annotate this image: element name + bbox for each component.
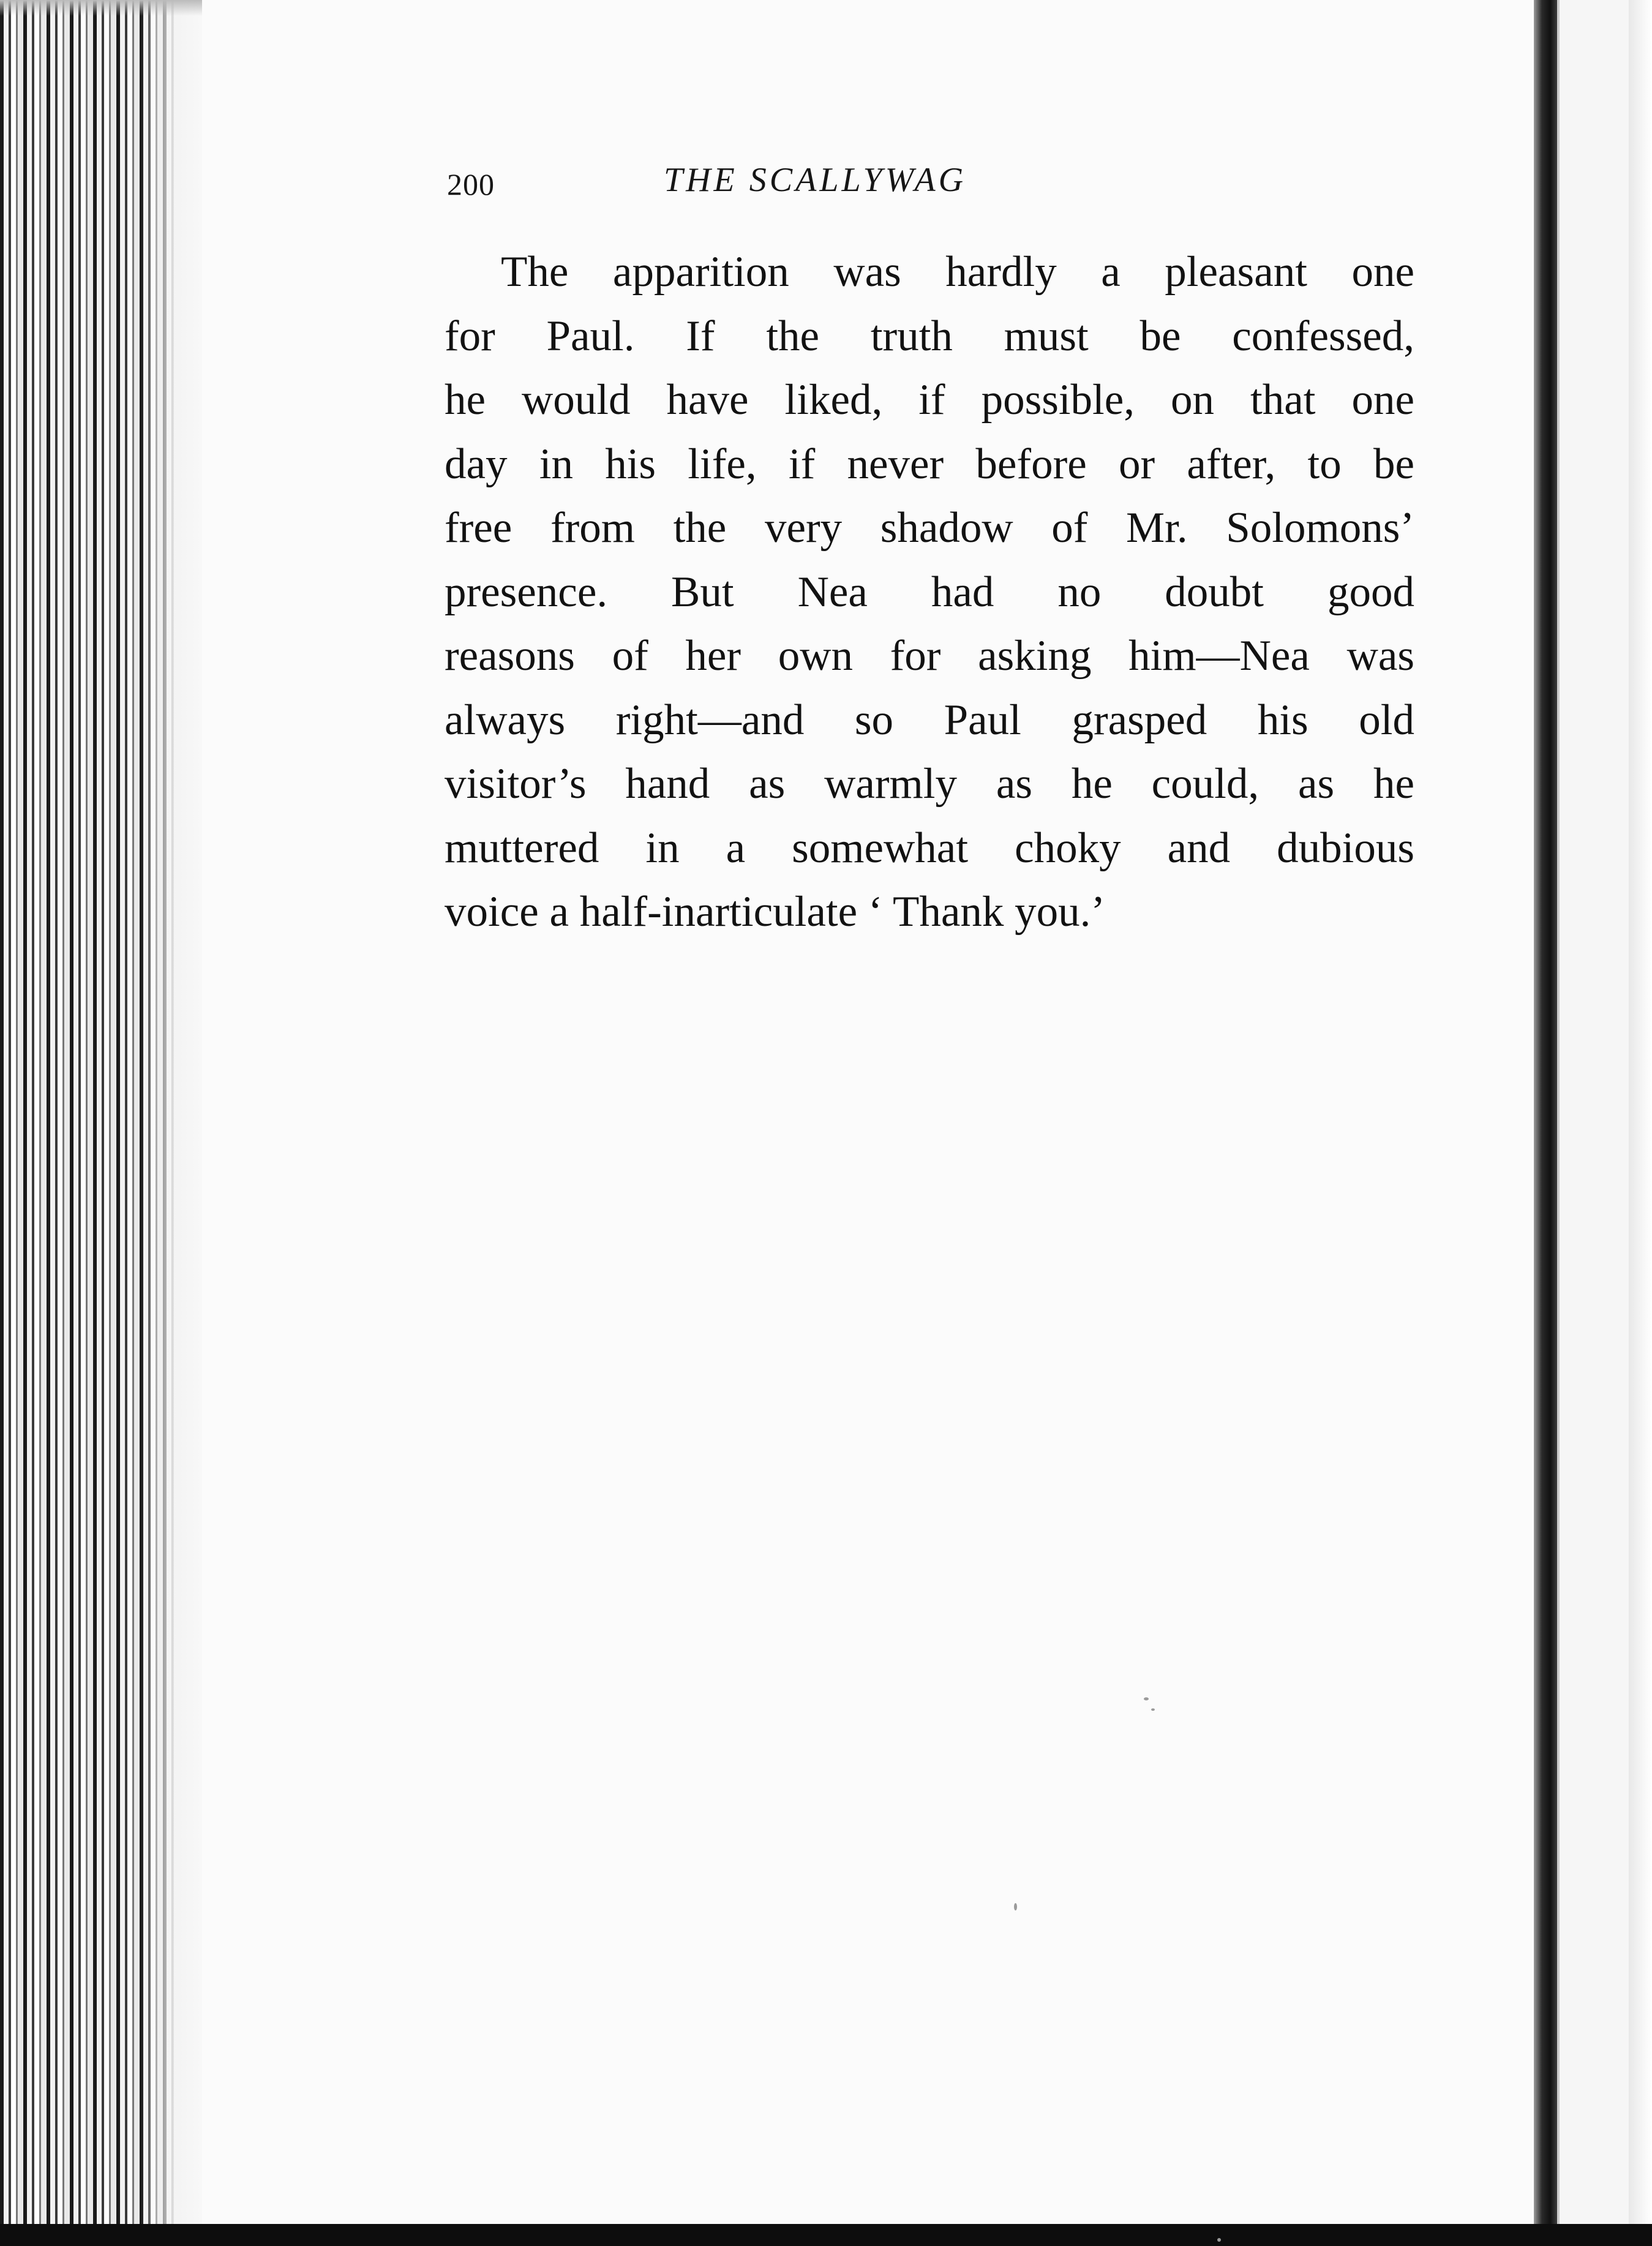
page-edges-fade bbox=[141, 0, 202, 2246]
scan-speck bbox=[1217, 2238, 1221, 2242]
text-line: reasons of her own for asking him—Nea was bbox=[445, 632, 1414, 680]
facing-page-edge bbox=[1629, 0, 1652, 2246]
text-line: The apparition was hardly a pleasant one bbox=[501, 248, 1414, 296]
body-text bbox=[445, 240, 1414, 944]
text-line: for Paul. If the truth must be confessed, bbox=[445, 312, 1414, 360]
page-number: 200 bbox=[447, 167, 495, 201]
text-line: presence. But Nea had no doubt good bbox=[445, 568, 1414, 616]
text-line: free from the very shadow of Mr. Solomons’ bbox=[445, 504, 1414, 552]
running-title: THE SCALLYWAG bbox=[663, 161, 967, 199]
scan-speck bbox=[1144, 1697, 1149, 1700]
scan-speck bbox=[1151, 1708, 1155, 1711]
text-line: voice a half-inarticulate ‘ Thank you.’ bbox=[445, 888, 1106, 936]
text-line: muttered in a somewhat choky and dubious bbox=[445, 824, 1414, 872]
scan-speck bbox=[1014, 1903, 1017, 1910]
text-line: always right—and so Paul grasped his old bbox=[445, 696, 1414, 744]
top-shadow bbox=[0, 0, 202, 16]
running-head bbox=[447, 160, 1109, 209]
text-line: he would have liked, if possible, on that one bbox=[445, 376, 1414, 424]
cover-edge-right bbox=[1534, 0, 1557, 2246]
text-line: visitor’s hand as warmly as he could, as he bbox=[445, 760, 1414, 808]
bottom-shadow-band bbox=[0, 2224, 1652, 2246]
text-line: day in his life, if never before or after, to be bbox=[445, 440, 1414, 488]
